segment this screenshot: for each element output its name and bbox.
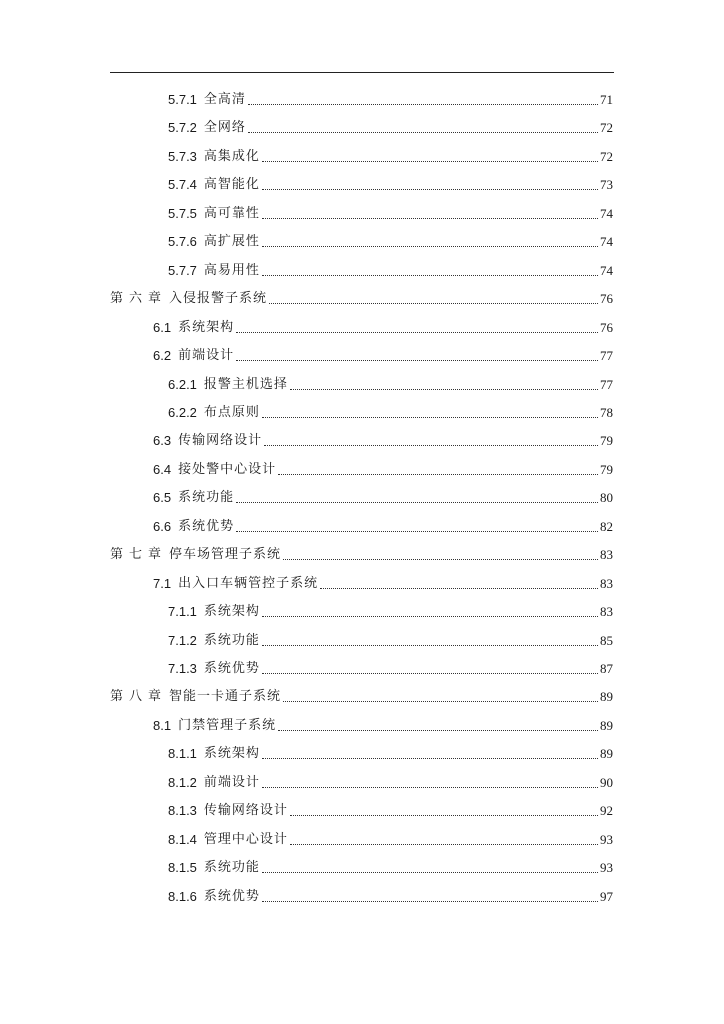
toc-dot-leader (248, 104, 598, 105)
toc-section-number: 8.1.5 (168, 860, 197, 876)
toc-section-number: 7.1.1 (168, 604, 197, 620)
toc-dot-leader (278, 730, 598, 731)
toc-dot-leader (262, 218, 598, 219)
toc-section-number: 5.7.4 (168, 177, 197, 193)
toc-chapter-label: 第八章 (110, 689, 168, 705)
toc-page-number: 89 (600, 689, 613, 705)
toc-entry[interactable] (168, 401, 613, 421)
toc-section-number: 6.1 (153, 319, 172, 335)
toc-entry-title: 全高清 (203, 92, 246, 107)
toc-entry[interactable] (153, 572, 613, 592)
toc-page-number: 78 (600, 404, 613, 420)
toc-entry[interactable] (153, 458, 613, 478)
toc-page-number: 83 (600, 547, 613, 563)
toc-entry[interactable] (168, 657, 613, 677)
toc-dot-leader (262, 246, 598, 247)
toc-entry[interactable] (153, 714, 613, 734)
toc-section-number: 5.7.6 (168, 234, 197, 250)
toc-entry-title: 传输网络设计 (203, 803, 288, 819)
toc-entry-title: 高智能化 (203, 177, 260, 193)
toc-dot-leader (269, 303, 598, 304)
toc-entry-title: 前端设计 (203, 774, 260, 790)
toc-dot-leader (290, 844, 598, 845)
toc-dot-leader (236, 502, 598, 503)
toc-dot-leader (262, 787, 598, 788)
toc-entry[interactable] (153, 486, 613, 506)
toc-entry[interactable] (168, 259, 613, 279)
toc-page-number: 74 (600, 205, 613, 221)
toc-entry-title: 系统功能 (203, 632, 260, 648)
toc-page-number: 90 (600, 774, 613, 790)
toc-dot-leader (283, 559, 598, 560)
toc-entry-title: 全网络 (203, 120, 246, 136)
toc-entry[interactable] (153, 429, 613, 449)
toc-entry[interactable] (153, 316, 613, 336)
toc-entry[interactable] (168, 799, 613, 819)
toc-dot-leader (262, 161, 598, 162)
toc-section-number: 5.7.3 (168, 148, 197, 164)
toc-page-number: 79 (600, 461, 613, 477)
toc-dot-leader (262, 275, 598, 276)
toc-page-number: 83 (600, 604, 613, 620)
toc-entry[interactable] (153, 344, 613, 364)
toc-section-number: 8.1.6 (168, 888, 197, 904)
toc-page-number: 72 (600, 120, 613, 136)
toc-section-number: 7.1 (153, 575, 172, 591)
toc-entry-title: 前端设计 (178, 348, 235, 364)
toc-entry-title: 高可靠性 (203, 205, 260, 221)
toc-entry-title: 门禁管理子系统 (178, 717, 277, 733)
toc-dot-leader (236, 360, 598, 361)
toc-entry[interactable] (168, 202, 613, 222)
toc-entry[interactable] (168, 828, 613, 848)
toc-entry[interactable] (110, 543, 613, 563)
toc-dot-leader (290, 815, 598, 816)
toc-entry-title: 系统功能 (178, 490, 235, 506)
toc-dot-leader (262, 673, 598, 674)
toc-entry-title: 布点原则 (203, 404, 260, 420)
toc-dot-leader (262, 758, 598, 759)
toc-section-number: 6.2.1 (168, 376, 197, 392)
toc-page-number: 79 (600, 433, 613, 449)
toc-dot-leader (262, 189, 598, 190)
toc-entry[interactable] (168, 885, 613, 905)
toc-entry-title: 高易用性 (203, 262, 260, 278)
toc-section-number: 8.1.3 (168, 803, 197, 819)
toc-dot-leader (262, 872, 598, 873)
toc-page-number: 87 (600, 661, 613, 676)
toc-entry[interactable] (153, 515, 613, 535)
toc-section-number: 6.4 (153, 461, 172, 477)
toc-section-number: 6.3 (153, 433, 172, 449)
toc-dot-leader (236, 531, 598, 532)
toc-dot-leader (262, 901, 598, 902)
toc-section-number: 8.1.1 (168, 746, 197, 762)
toc-entry-title: 入侵报警子系统 (169, 291, 268, 307)
toc-dot-leader (262, 417, 598, 418)
toc-section-number: 8.1 (153, 717, 172, 733)
toc-page-number: 85 (600, 632, 613, 648)
toc-dot-leader (320, 588, 598, 589)
toc-page-number: 76 (600, 319, 613, 335)
toc-entry-title: 智能一卡通子系统 (169, 689, 282, 705)
toc-entry-title: 高扩展性 (203, 234, 260, 250)
toc-section-number: 8.1.4 (168, 831, 197, 847)
toc-page-number: 77 (600, 376, 613, 392)
toc-entry-title: 系统架构 (203, 746, 260, 762)
toc-entry[interactable] (110, 287, 613, 307)
toc-entry[interactable] (168, 742, 613, 762)
toc-section-number: 6.2 (153, 348, 172, 364)
toc-page-number: 74 (600, 262, 613, 278)
toc-entry-title: 传输网络设计 (178, 433, 263, 449)
toc-section-number: 7.1.2 (168, 632, 197, 648)
toc-page-number: 97 (600, 888, 613, 904)
toc-dot-leader (262, 616, 598, 617)
toc-entry-title: 接处警中心设计 (178, 461, 277, 477)
toc-entry[interactable] (168, 88, 613, 108)
toc-page-number: 93 (600, 860, 613, 876)
toc-section-number: 5.7.2 (168, 120, 197, 136)
toc-section-number: 6.5 (153, 490, 172, 506)
toc-dot-leader (290, 389, 598, 390)
toc-entry-title: 系统优势 (178, 518, 235, 534)
toc-entry-title: 系统优势 (203, 661, 260, 676)
toc-section-number: 8.1.2 (168, 774, 197, 790)
toc-entry[interactable] (168, 629, 613, 649)
toc-dot-leader (283, 701, 598, 702)
toc-section-number: 5.7.1 (168, 92, 197, 107)
toc-entry[interactable] (110, 685, 613, 705)
toc-dot-leader (236, 332, 598, 333)
toc-dot-leader (262, 645, 598, 646)
toc-page-number: 73 (600, 177, 613, 193)
toc-section-number: 6.2.2 (168, 404, 197, 420)
toc-entry-title: 系统架构 (203, 604, 260, 620)
toc-section-number: 5.7.7 (168, 262, 197, 278)
toc-entry[interactable] (168, 173, 613, 193)
toc-entry[interactable] (168, 771, 613, 791)
toc-dot-leader (264, 445, 598, 446)
toc-dot-leader (278, 474, 598, 475)
toc-page-number: 89 (600, 717, 613, 733)
toc-entry[interactable] (168, 230, 613, 250)
toc-page-number: 89 (600, 746, 613, 762)
toc-page-number: 76 (600, 291, 613, 307)
toc-page-number: 82 (600, 518, 613, 534)
toc-page-number: 71 (600, 92, 613, 107)
toc-entry[interactable] (168, 600, 613, 620)
toc-page-number: 77 (600, 348, 613, 364)
toc-entry-title: 出入口车辆管控子系统 (178, 575, 319, 591)
toc-entry[interactable] (168, 856, 613, 876)
toc-entry-title: 系统优势 (203, 888, 260, 904)
toc-section-number: 6.6 (153, 518, 172, 534)
toc-dot-leader (248, 132, 598, 133)
toc-page-number: 83 (600, 575, 613, 591)
toc-entry-title: 系统功能 (203, 860, 260, 876)
toc-page-number: 72 (600, 148, 613, 164)
toc-page-number: 93 (600, 831, 613, 847)
toc-entry[interactable] (168, 116, 613, 136)
toc-section-number: 5.7.5 (168, 205, 197, 221)
toc-entry[interactable] (168, 145, 613, 165)
toc-entry-title: 报警主机选择 (203, 376, 288, 392)
toc-chapter-label: 第六章 (110, 291, 168, 307)
toc-entry-title: 停车场管理子系统 (169, 547, 282, 563)
header-rule (110, 72, 614, 73)
toc-page-number: 92 (600, 803, 613, 819)
toc-entry-title: 管理中心设计 (203, 831, 288, 847)
toc-entry-title: 系统架构 (178, 319, 235, 335)
toc-entry-title: 高集成化 (203, 148, 260, 164)
toc-chapter-label: 第七章 (110, 547, 168, 563)
toc-entry[interactable] (168, 373, 613, 393)
toc-section-number: 7.1.3 (168, 661, 197, 676)
toc-page-number: 74 (600, 234, 613, 250)
toc-page-number: 80 (600, 490, 613, 506)
